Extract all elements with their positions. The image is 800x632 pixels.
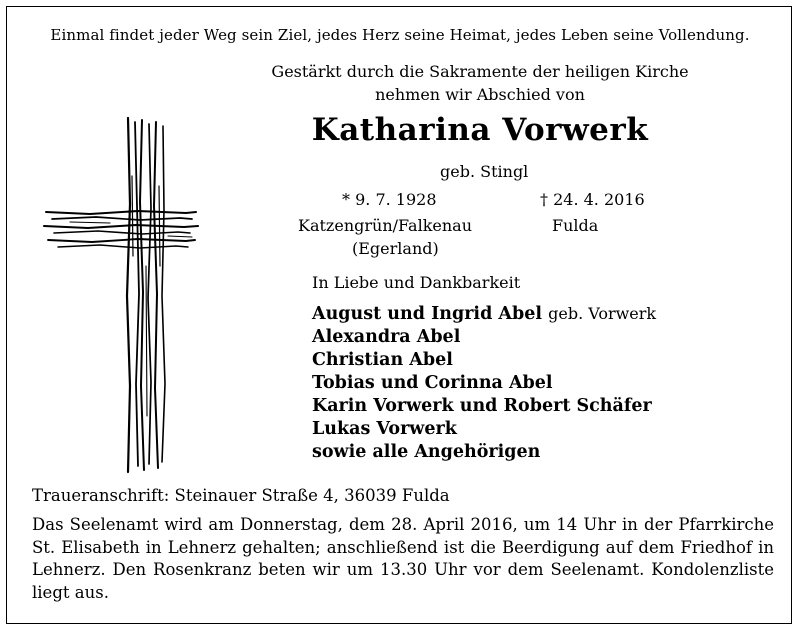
mourners-intro: In Liebe und Dankbarkeit bbox=[312, 273, 521, 292]
funeral-notice: Das Seelenamt wird am Donnerstag, dem 28. April 2016, um 14 Uhr in der Pfarrkirche St. Elisabeth in Lehnerz gehalten; anschließend ist die Beerdigung auf dem Friedhof in Lehnerz. Den Rosenkranz beten wir um 13.30 Uhr vor dem Seelenamt. Kondolenzliste liegt aus. bbox=[32, 515, 774, 602]
mourner-line: sowie alle Angehörigen bbox=[312, 442, 541, 462]
intro-line-2: nehmen wir Abschied von bbox=[375, 85, 585, 104]
deceased-name: Katharina Vorwerk bbox=[311, 112, 649, 148]
death-place: Fulda bbox=[552, 216, 599, 235]
mourner-line: Karin Vorwerk und Robert Schäfer bbox=[312, 396, 652, 416]
birth-name: geb. Stingl bbox=[440, 162, 529, 181]
intro-line-1: Gestärkt durch die Sakramente der heiligen Kirche bbox=[271, 62, 689, 81]
mourner-suffix: geb. Vorwerk bbox=[548, 304, 657, 323]
funeral-address: Traueranschrift: Steinauer Straße 4, 36039 Fulda bbox=[32, 486, 450, 505]
cross-icon bbox=[40, 116, 200, 476]
mourner-line: Christian Abel bbox=[312, 350, 453, 370]
mourner-line bbox=[312, 304, 656, 324]
birth-date: * 9. 7. 1928 bbox=[342, 190, 437, 209]
mourner-line: Tobias und Corinna Abel bbox=[312, 373, 553, 393]
mourner-line: Lukas Vorwerk bbox=[312, 419, 457, 439]
mourner-line: Alexandra Abel bbox=[312, 327, 461, 347]
birth-place: Katzengrün/Falkenau bbox=[298, 216, 472, 235]
death-date: † 24. 4. 2016 bbox=[540, 190, 645, 209]
mourner-name: August und Ingrid Abel bbox=[312, 304, 543, 324]
birth-region: (Egerland) bbox=[352, 239, 439, 258]
motto: Einmal findet jeder Weg sein Ziel, jedes Herz seine Heimat, jedes Leben seine Vollendung. bbox=[50, 26, 750, 44]
